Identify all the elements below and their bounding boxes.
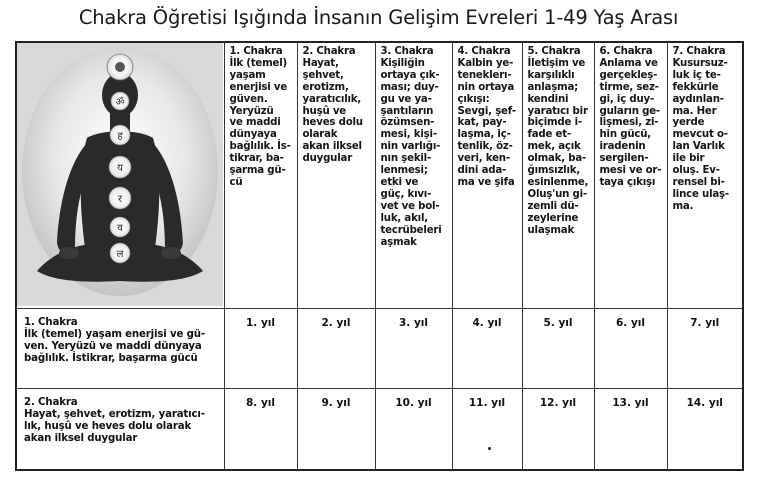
header-line: heves dolu — [302, 117, 363, 129]
header-line: ve maddi — [229, 117, 281, 129]
age-cell — [522, 308, 594, 388]
age-value: 7. yıl — [690, 316, 720, 329]
page-title: Chakra Öğretisi Işığında İnsanın Gelişim Evreleri 1-49 Yaş Arası — [78, 6, 679, 29]
header-line: duygular — [302, 153, 353, 165]
header-line: İlk (temel) — [229, 57, 288, 69]
header-line: nın şekil- — [380, 153, 432, 165]
age-cell — [375, 308, 452, 388]
header-chakra-6 — [594, 42, 667, 308]
header-chakra-4 — [452, 42, 522, 308]
header-chakra-7 — [667, 42, 743, 308]
age-value: 8. yıl — [246, 397, 275, 410]
header-line: laşma, iç- — [457, 129, 511, 141]
header-line: 5. Chakra — [527, 46, 581, 57]
header-line: ma ve şifa — [457, 176, 515, 188]
header-line: şehvet, — [302, 69, 344, 81]
header-line: huşû ve — [302, 105, 347, 117]
header-chakra-5 — [522, 42, 594, 308]
chakra-symbol-2: ह — [117, 131, 123, 142]
header-line: Sevgi, şef- — [457, 105, 516, 117]
header-line: aşmak — [380, 236, 417, 248]
age-cell — [522, 389, 594, 470]
age-value: 12. yıl — [539, 397, 577, 410]
header-line: kat, pay- — [457, 117, 507, 129]
header-chakra-2 — [297, 42, 375, 308]
age-value: 13. yıl — [612, 397, 649, 410]
header-line: zemli dü- — [527, 200, 579, 212]
header-line: ortaya çık- — [380, 69, 440, 81]
header-line: luk iç te- — [672, 69, 721, 81]
chakra-symbol-6: ल — [116, 249, 124, 260]
header-line: lişmesi, zi- — [599, 117, 659, 129]
header-line: akan ilksel — [302, 141, 362, 153]
header-line: yaratıcı bir — [527, 105, 588, 117]
age-cell — [667, 389, 743, 470]
header-line: lince ulaş- — [672, 188, 729, 200]
row-label-1 — [16, 308, 224, 388]
header-line: ma. — [672, 200, 694, 212]
header-line: enerjisi ve — [229, 81, 288, 93]
header-line: guların ge- — [599, 105, 660, 117]
header-line: cü — [229, 176, 243, 188]
row-label-line: 1. Chakra — [24, 316, 78, 328]
header-line: taya çıkışı — [599, 176, 656, 188]
age-cell — [594, 389, 667, 470]
header-line: luk, akıl, — [380, 212, 428, 224]
header-line: veri, ken- — [457, 153, 510, 165]
header-line: rensel bi- — [672, 176, 725, 188]
header-chakra-3 — [375, 42, 452, 308]
meditating-figure-with-chakras-icon — [17, 43, 223, 306]
age-cell — [594, 308, 667, 388]
row-label-line: Hayat, şehvet, erotizm, yaratıcı- — [24, 409, 205, 421]
header-line: dini ada- — [457, 165, 507, 177]
header-line: mevcut o- — [672, 129, 728, 141]
header-line: Oluş'un gi- — [527, 188, 587, 200]
age-value: 14. yıl — [686, 397, 723, 410]
age-value: 4. yıl — [472, 316, 502, 329]
header-line: fekkürle — [672, 81, 719, 93]
header-line: Anlama ve — [599, 57, 658, 69]
header-line: ğımsızlık, — [527, 165, 581, 177]
chakra-symbol-4: र — [117, 194, 123, 205]
header-line: gi, iç duy- — [599, 93, 654, 105]
header-line: lan Varlık — [672, 141, 725, 153]
row-label-line: lık, huşû ve heves dolu olarak — [24, 421, 192, 433]
header-line: gu ve ya- — [380, 93, 432, 105]
header-line: tecrübeleri — [380, 224, 442, 236]
header-line: 6. Chakra — [599, 46, 653, 57]
header-line: hin gücü, — [599, 129, 651, 141]
header-line: ulaşmak — [527, 224, 575, 236]
header-line: tikrar, ba- — [229, 153, 284, 165]
header-line: fade et- — [527, 129, 571, 141]
header-line: aydınlan- — [672, 93, 724, 105]
header-line: mesi ve or- — [599, 165, 662, 177]
header-line: ma. Her — [672, 105, 717, 117]
chakra-symbol-5: व — [117, 223, 123, 234]
age-cell — [375, 389, 452, 470]
header-line: anlaşma; — [527, 81, 579, 93]
age-cell — [224, 308, 297, 388]
header-line: gerçekleş- — [599, 69, 658, 81]
header-line: yerde — [672, 117, 705, 129]
header-line: oluş. Ev- — [672, 165, 720, 177]
age-cell — [452, 389, 522, 470]
header-line: yaratıcılık, — [302, 93, 362, 105]
header-line: karşılıklı — [527, 69, 575, 81]
header-line: tirme, sez- — [599, 81, 659, 93]
header-line: ile bir — [672, 153, 705, 165]
header-line: 4. Chakra — [457, 46, 511, 57]
table-row — [16, 308, 743, 388]
table-row — [16, 389, 743, 470]
chakra-symbol-3: य — [117, 163, 123, 174]
header-line: kendini — [527, 93, 569, 105]
header-line: etki ve — [380, 176, 419, 188]
header-line: 3. Chakra — [380, 46, 434, 57]
header-line: erotizm, — [302, 81, 349, 93]
header-line: İletişim ve — [527, 57, 586, 69]
header-line: güven. — [229, 93, 268, 105]
header-line: esinlenme, — [527, 176, 589, 188]
age-cell — [667, 308, 743, 388]
row-label-line: İlk (temel) yaşam enerjisi ve gü- — [24, 328, 205, 340]
header-line: yaşam — [229, 69, 266, 81]
age-value: 10. yıl — [395, 397, 432, 410]
header-line: sergilen- — [599, 153, 649, 165]
header-line: şantıların — [380, 105, 434, 117]
row-label-line: akan ilksel duygular — [24, 433, 138, 445]
row-label-2 — [16, 389, 224, 470]
figure-cell — [16, 42, 224, 308]
header-line: olmak, ba- — [527, 153, 587, 165]
header-row — [16, 42, 743, 308]
age-value: 9. yıl — [321, 397, 351, 410]
age-cell — [297, 389, 375, 470]
header-line: mek, açık — [527, 141, 581, 153]
header-line: vet ve bol- — [380, 200, 440, 212]
header-line: şarma gü- — [229, 165, 286, 177]
header-line: mesi, kişi- — [380, 129, 437, 141]
header-chakra-1 — [224, 42, 297, 308]
header-line: Kusursuz- — [672, 57, 728, 69]
header-line: teneklerı- — [457, 69, 512, 81]
header-line: lenmesi; — [380, 165, 428, 177]
header-line: biçimde i- — [527, 117, 582, 129]
header-line: 2. Chakra — [302, 46, 356, 57]
header-line: iradenin — [599, 141, 646, 153]
header-line: Hayat, — [302, 57, 339, 69]
row-label-line: ven. Yeryüzü ve maddi dünyaya — [24, 340, 202, 352]
age-cell — [452, 308, 522, 388]
header-line: dünyaya — [229, 129, 277, 141]
header-line: nin ortaya — [457, 81, 515, 93]
header-line: ması; duy- — [380, 81, 439, 93]
header-line: olarak — [302, 129, 338, 141]
header-line: bağlılık. İs- — [229, 141, 291, 153]
header-line: Kişiliğin — [380, 57, 425, 69]
header-line: tenlik, öz- — [457, 141, 513, 153]
header-line: Kalbin ye- — [457, 57, 514, 69]
age-value: 3. yıl — [399, 316, 428, 329]
header-line: nin varlığı- — [380, 141, 441, 153]
chakra-symbol-1: ॐ — [115, 97, 125, 108]
age-value: 2. yıl — [321, 316, 351, 329]
age-cell — [297, 308, 375, 388]
header-line: zeylerine — [527, 212, 579, 224]
header-line: güç, kıvı- — [380, 188, 432, 200]
age-value: 6. yıl — [616, 316, 645, 329]
age-value: 1. yıl — [246, 316, 275, 329]
header-line: 1. Chakra — [229, 46, 283, 57]
header-line: Yeryüzü — [229, 105, 274, 117]
age-value: 5. yıl — [543, 316, 573, 329]
header-line: 7. Chakra — [672, 46, 726, 57]
age-cell — [224, 389, 297, 470]
row-label-line: bağlılık. İstikrar, başarma gücü — [24, 352, 198, 364]
header-line: çıkışı: — [457, 93, 490, 105]
header-line: özümsen- — [380, 117, 435, 129]
age-value: 11. yıl — [468, 397, 506, 410]
row-label-line: 2. Chakra — [24, 397, 78, 409]
stray-dot — [488, 447, 491, 450]
chakra-development-table — [15, 41, 744, 471]
